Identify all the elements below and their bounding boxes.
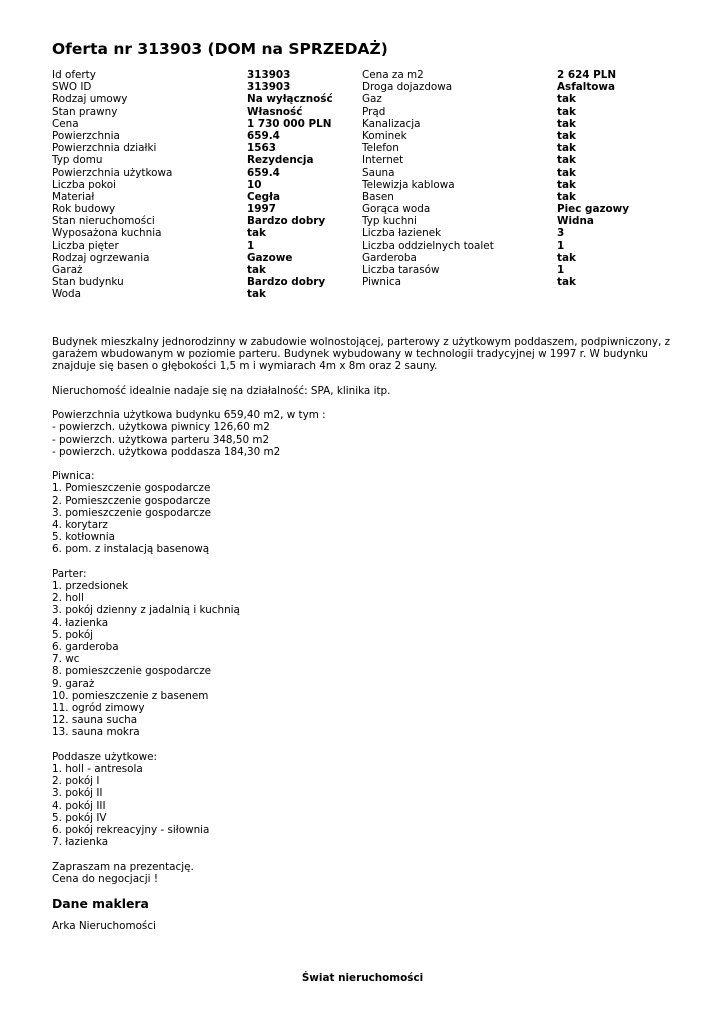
property-label: Droga dojazdowa [362,81,453,94]
property-value: 1 [557,239,565,252]
property-value: 659.4 [247,129,280,142]
property-label: Prąd [362,105,386,118]
property-label: Id oferty [52,69,96,81]
property-label: Materiał [52,190,95,203]
property-value: 1997 [247,203,276,216]
property-label: Telefon [362,142,399,155]
property-label: Gaz [362,93,382,106]
property-value: tak [247,227,266,240]
property-label: Liczba pokoi [52,178,116,191]
property-label: Powierzchnia użytkowa [52,166,173,179]
property-label: Stan nieruchomości [52,215,155,228]
property-value: Bardzo dobry [247,215,326,228]
property-value: tak [557,93,576,106]
property-value: 313903 [247,69,291,81]
property-value: Piec gazowy [557,203,630,216]
property-label: Telewizja kablowa [362,178,455,191]
property-value: Widna [557,215,594,228]
property-value: tak [557,178,576,191]
property-value: tak [557,166,576,179]
property-value: tak [557,276,576,289]
property-label: Internet [362,154,404,167]
property-label: Garderoba [362,251,417,264]
property-label: Typ kuchni [362,215,417,228]
description-area-breakdown: Powierzchnia użytkowa budynku 659,40 m2, w tym : - powierzch. użytkowa piwnicy 126,60 m2 - powierzch. użytkowa parteru 348,50 m2 - powierzch. użytkowa poddasza 184,30 m2 [52,409,326,458]
property-value: tak [557,142,576,155]
property-label: Kanalizacja [362,117,421,130]
property-label: Cena [52,117,79,130]
property-value: tak [557,105,576,118]
property-value: tak [247,288,266,301]
property-value: Na wyłączność [247,93,333,106]
property-label: Piwnica [362,276,401,289]
property-value: 10 [247,178,262,191]
property-label: Powierzchnia [52,129,120,142]
property-label: Cena za m2 [362,69,424,81]
property-value: 1563 [247,142,276,155]
property-value: Cegła [247,190,280,203]
property-value: 1 730 000 PLN [247,117,332,130]
property-label: Liczba tarasów [362,264,440,276]
footer-brand: Świat nieruchomości [301,972,424,984]
property-value: tak [247,264,266,276]
property-label: Rodzaj ogrzewania [52,251,150,264]
property-value: tak [557,117,576,130]
property-value: 1 [247,239,255,252]
property-label: Woda [52,288,81,301]
property-value: 3 [557,227,565,240]
agent-name: Arka Nieruchomości [52,920,156,932]
property-value: Rezydencja [247,154,314,167]
description-paragraph: Budynek mieszkalny jednorodzinny w zabudowie wolnostojącej, parterowy z użytkowym poddaszem, podpiwniczony, z garażem wbudowanym w poziomie parteru. Budynek wybudowany w technologii tradycyjnej w 1997 r. W budynku znajduje się basen o głębokości 1,5 m i wymiarach 4m x 8m oraz 2 sauny. [52,336,671,373]
property-value: 313903 [247,81,291,94]
property-value: tak [557,129,576,142]
property-label: Wyposażona kuchnia [52,227,162,240]
property-label: Gorąca woda [362,203,431,216]
property-value: 1 [557,264,565,276]
property-label: Sauna [362,166,395,179]
property-label: Powierzchnia działki [52,142,157,155]
property-label: Kominek [362,129,407,142]
property-label: Rodzaj umowy [52,93,128,106]
property-value: Bardzo dobry [247,276,326,289]
property-label: Stan prawny [52,105,118,118]
offer-description [52,336,677,897]
property-label: Basen [362,190,394,203]
property-value: tak [557,154,576,167]
description-ground-floor-rooms: Parter: 1. przedsionek 2. holl 3. pokój dzienny z jadalnią i kuchnią 4. łazienka 5. pokój 6. garderoba 7. wc 8. pomieszczenie gospodarcze 9. garaż 10. pomieszczenie z basenem 11. ogród zimowy 12. sauna sucha 13. sauna mokra [52,567,240,739]
property-value: 2 624 PLN [557,69,617,81]
description-paragraph: Nieruchomość idealnie nadaje się na działalność: SPA, klinika itp. [52,384,391,397]
description-closing: Zapraszam na prezentację. Cena do negocjacji ! [52,860,194,885]
description-basement-rooms: Piwnica: 1. Pomieszczenie gospodarcze 2. Pomieszczenie gospodarcze 3. pomieszczenie gospodarcze 4. korytarz 5. kotłownia 6. pom. z instalacją basenową [52,470,212,556]
property-label: Liczba oddzielnych toalet [362,239,494,252]
property-label: Typ domu [52,154,103,167]
property-label: Liczba łazienek [362,227,442,240]
property-label: Liczba pięter [52,239,119,252]
property-value: 659.4 [247,166,280,179]
property-value: Asfaltowa [557,81,616,94]
property-label: Garaż [52,264,83,276]
property-value: tak [557,251,576,264]
property-value: Gazowe [247,251,293,264]
offer-title: Oferta nr 313903 (DOM na SPRZEDAŻ) [52,40,388,58]
property-value: Własność [247,105,303,118]
description-attic-rooms: Poddasze użytkowe: 1. holl - antresola 2. pokój I 3. pokój II 4. pokój III 5. pokój IV 6. pokój rekreacyjny - siłownia 7. łazienka [52,750,210,849]
property-value: tak [557,190,576,203]
agent-heading: Dane maklera [52,896,149,911]
property-label: Stan budynku [52,276,124,289]
property-label: Rok budowy [52,203,116,216]
property-label: SWO ID [52,81,92,94]
